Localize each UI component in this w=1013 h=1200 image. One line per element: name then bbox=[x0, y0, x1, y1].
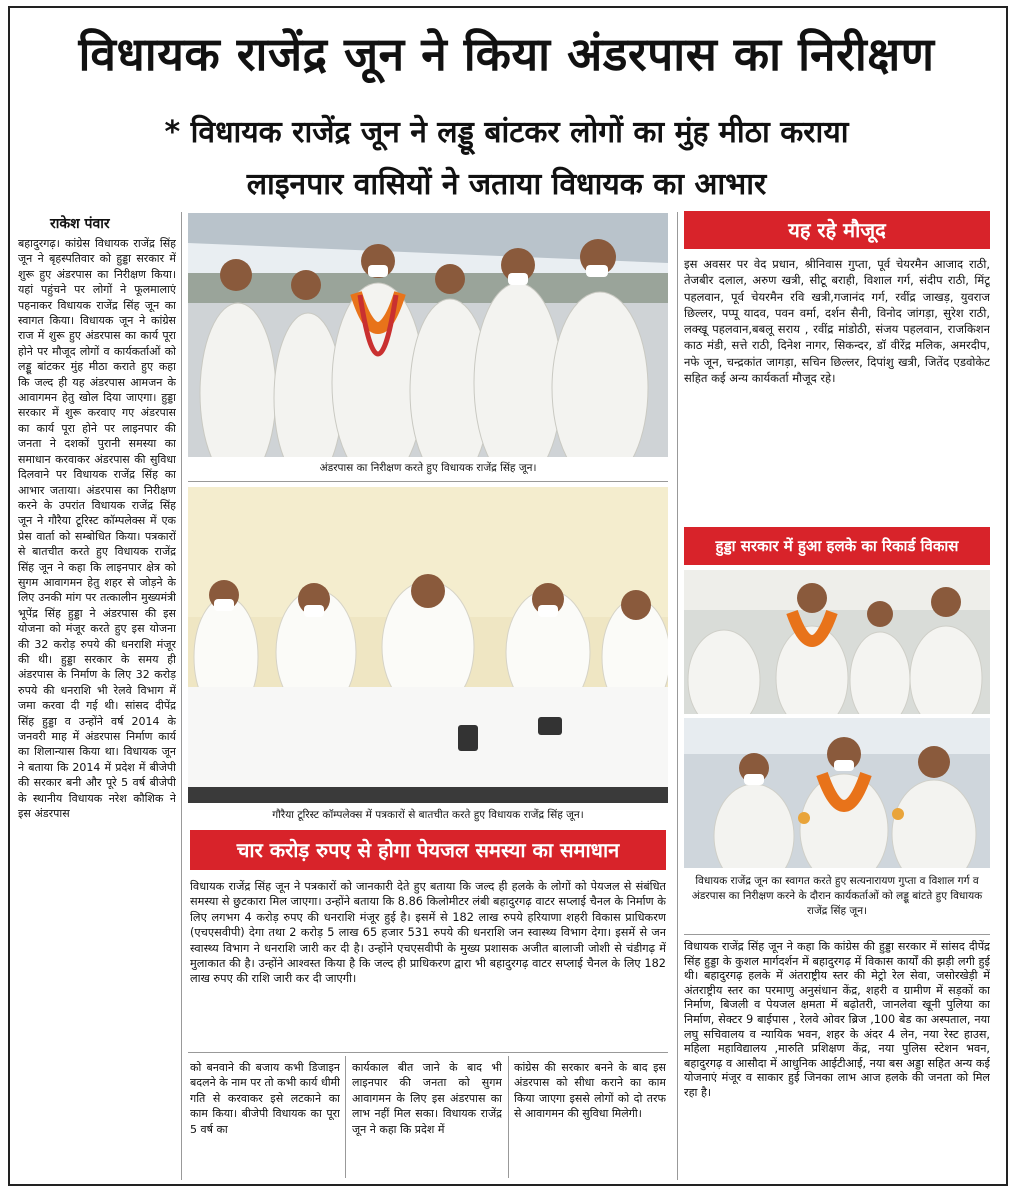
photo-welcome-image bbox=[684, 570, 990, 714]
photo-press-conference-image bbox=[188, 487, 668, 803]
photo-inspection bbox=[188, 213, 668, 457]
caption-rule bbox=[188, 481, 668, 482]
photo-laddu-distribution-image bbox=[684, 718, 990, 868]
column-divider bbox=[677, 212, 678, 1180]
column-divider bbox=[345, 1056, 346, 1178]
record-development-band: हुड्डा सरकार में हुआ हलके का रिकार्ड विकास bbox=[684, 527, 990, 565]
water-supply-band: चार करोड़ रुपए से होगा पेयजल समस्या का समाधान bbox=[190, 830, 666, 870]
column-divider bbox=[508, 1056, 509, 1178]
present-band: यह रहे मौजूद bbox=[684, 211, 990, 249]
photo-inspection-caption: अंडरपास का निरीक्षण करते हुए विधायक राजेंद्र सिंह जून। bbox=[319, 462, 537, 474]
photo-press-conference bbox=[188, 487, 668, 803]
photo-press-conference-caption: गौरैया टूरिस्ट कॉम्पलेक्स में पत्रकारों से बातचीत करते हुए विधायक राजेंद्र सिंह जून। bbox=[272, 809, 584, 821]
subheadline-2: लाइनपार वासियों ने जताया विधायक का आभार bbox=[246, 167, 767, 202]
subheadline-1: * विधायक राजेंद्र जून ने लड्डू बांटकर लोगों का मुंह मीठा कराया bbox=[164, 115, 849, 150]
present-text: इस अवसर पर वेद प्रधान, श्रीनिवास गुप्ता, पूर्व चेयरमैन आजाद राठी, तेजबीर दलाल, अरुण खत्री, सीटू बराही, विशाल गर्ग, संदीप राठी, मिंटू पहलवान, पूर्व चेयरमैन रवि खत्री,गजानंद गर्ग, रवींद्र जाखड़, युवराज छिल्लर, पप्पू यादव, पवन वर्मा, दर्शन सैनी, विनोद जांगड़ा, सुरेश राठी, लक्खू पहलवान,बबलू सराय , रवींद्र मांडोठी, संजय पहलवान, राजकिशन काठ मंडी, सत्ते राठी, दिनेश नागर, सिकन्दर, डॉ वीरेंद्र मलिक, अमरदीप, नफे जून, चन्द्रकांत जागड़ा, सचिन छिल्लर, दिपांशु खत्री, जितेंद एडवोकेट सहित कई अन्य कार्यकर्ता मौजूद रहे। bbox=[684, 257, 990, 386]
byline: राकेश पंवार bbox=[50, 216, 110, 232]
column-divider bbox=[181, 212, 182, 1180]
section-rule bbox=[188, 1052, 668, 1053]
record-development-text: विधायक राजेंद्र सिंह जून ने कहा कि कांग्रेस की हुड्डा सरकार में सांसद दीपेंद्र सिंह हुड्डा के कुशल मार्गदर्शन में बहादुरगढ़ में विकास कार्यों की झड़ी लगी हुई थी। बहादुरगढ़ हलके में अंतराष्ट्रीय स्तर की मेट्रो रेल सेवा, जसोरखेड़ी में अंतराष्ट्रीय स्तर का परमाणु अनुसंधान केंद्र, शहरी व ग्रामीण में सड़कों का निर्माण, बिजली व पेयजल क्षमता में बढ़ोतरी, जानलेवा खूनी पुलिया का निर्माण, सेक्टर 9 बाईपास , रेलवे ओवर ब्रिज ,100 बेड का अस्पताल, नया लघु सचिवालय व न्यायिक भवन, शहर के अंदर 4 लेन, नया रेस्ट हाउस, महिला महाविद्यालय ,मारुति प्रशिक्षण केंद्र, नया पुलिस स्टेशन भवन, बहादुरगढ़ व आसौदा में आधुनिक आईटीआई, नया बस अड्डा सहित अन्य कई योजनाएं मंजूर व साकार हुई जिनका लाभ आज हलके की जनता को मिल रहा है। bbox=[684, 940, 990, 1099]
caption-rule bbox=[684, 934, 990, 935]
photo-laddu-distribution bbox=[684, 718, 990, 868]
bottom-column-2: कार्यकाल बीत जाने के बाद भी लाइनपार की जनता को सुगम आवागमन के लिए इस अंडरपास का लाभ नहीं मिल सका। विधायक राजेंद्र जून ने कहा कि प्रदेश में bbox=[352, 1061, 502, 1136]
photo-welcome bbox=[684, 570, 990, 714]
bottom-column-1: को बनवाने की बजाय कभी डिजाइन बदलने के नाम पर तो कभी कार्य धीमी गति से करवाकर इसे लटकाने का काम किया। बीजेपी विधायक का पूरा 5 वर्ष का bbox=[190, 1061, 340, 1136]
photo-welcome-caption: विधायक राजेंद्र जून का स्वागत करते हुए सत्यनारायण गुप्ता व विशाल गर्ग व अंडरपास का निरीक्षण करने के दौरान कार्यकर्ताओं को लड्डू बांटते हुए विधायक राजेंद्र सिंह जून। bbox=[691, 875, 983, 917]
bottom-column-3: कांग्रेस की सरकार बनने के बाद इस अंडरपास को सीधा कराने का काम किया जाएगा इससे लोगों को दो तरफ से आवागमन की सुविधा मिलेगी। bbox=[514, 1061, 666, 1121]
headline: विधायक राजेंद्र जून ने किया अंडरपास का निरीक्षण bbox=[78, 27, 935, 81]
photo-inspection-image bbox=[188, 213, 668, 457]
left-column-text: बहादुरगढ़। कांग्रेस विधायक राजेंद्र सिंह जून ने बृहस्पतिवार को हुड्डा सरकार में शुरू हुए अंडरपास का निरीक्षण किया। यहां पहुंचने पर लोगों ने फूलमालाएं पहनाकर विधायक राजेंद्र सिंह जून का स्वागत किया। विधायक जून ने कांग्रेस राज में शुरू हुए अंडरपास का कार्य पूरा होने पर मौजूद लोगों व कार्यकर्ताओं को लड्डू बांटकर मुंह मीठा कराते हुए कहा कि जल्द ही यह अंडरपास आमजन के आवागमन हेतु खोल दिया जाएगा। हुड्डा सरकार में शुरू करवाए गए अंडरपास का कार्य पूरा होने पर लाइनपार की जनता ने दशकों पुरानी समस्या का समाधान करवाकर अंडरपास की सुविधा दिलवाने पर विधायक राजेंद्र सिंह का आभार जताया। अंडरपास का निरीक्षण करने के उपरांत विधायक राजेंद्र सिंह जून ने गौरैया टूरिस्ट कॉम्पलेक्स में एक प्रेस वार्ता को सम्बोधित किया। पत्रकारों से बातचीत करते हुए विधायक राजेंद्र सिंह जून ने कहा कि लाइनपार क्षेत्र को सुगम आवागमन हेतु शहर से जोड़ने के लिए उनकी मांग पर तत्कालीन मुख्यमंत्री भूपेंद्र सिंह हुड्डा ने अंडरपास की इस योजना को मंजूर करते हुए इस योजना की 32 करोड़ रुपये की धनराशि मंजूर की थी। हुड्डा सरकार के समय ही अंडरपास के निर्माण के लिए 32 करोड़ रुपये की धनराशि भी रेलवे विभाग में जमा करवा दी गई थी। सांसद दीपेंद्र सिंह हुड्डा व उन्होंने वर्ष 2014 के जनवरी माह में अंडरपास निर्माण कार्य का शिलान्यास किया था। विधायक जून ने बताया कि 2014 में प्रदेश में बीजेपी की सरकार बनी और पूरे 5 वर्ष बीजेपी के स्थानीय विधायक नरेश कौशिक ने इस अंडरपास bbox=[18, 237, 176, 821]
water-supply-text: विधायक राजेंद्र सिंह जून ने पत्रकारों को जानकारी देते हुए बताया कि जल्द ही हलके के लोगों को पेयजल से संबंधित समस्या से छुटकारा मिल जाएगा। उन्होंने बताया कि 8.86 किलोमीटर लंबी बहादुरगढ़ वाटर सप्लाई चैनल के निर्माण के लिए लगभग 4 करोड़ रुपए की धनराशि मंजूर हुई है। इसमें से 182 लाख रुपये हरियाणा शहरी विकास प्राधिकरण (एचएसवीपी) देगा तथा 2 करोड़ 5 लाख 65 हजार 531 रुपये की धनराशि जन स्वास्थ्य विभाग देगा। इसमें से जन स्वास्थ्य विभाग ने धनराशि जारी कर दी है। उन्होंने एचएसवीपी के मुख्य प्रशासक अजीत बालाजी जोशी से चंडीगढ़ में मुलाकात की है। उन्होंने आश्वस्त किया है कि जल्द ही प्राधिकरण द्वारा भी बहादुरगढ़ वाटर सप्लाई चैनल के लिए 182 लाख रुपए की राशि जारी कर दी जाएगी। bbox=[190, 880, 666, 986]
